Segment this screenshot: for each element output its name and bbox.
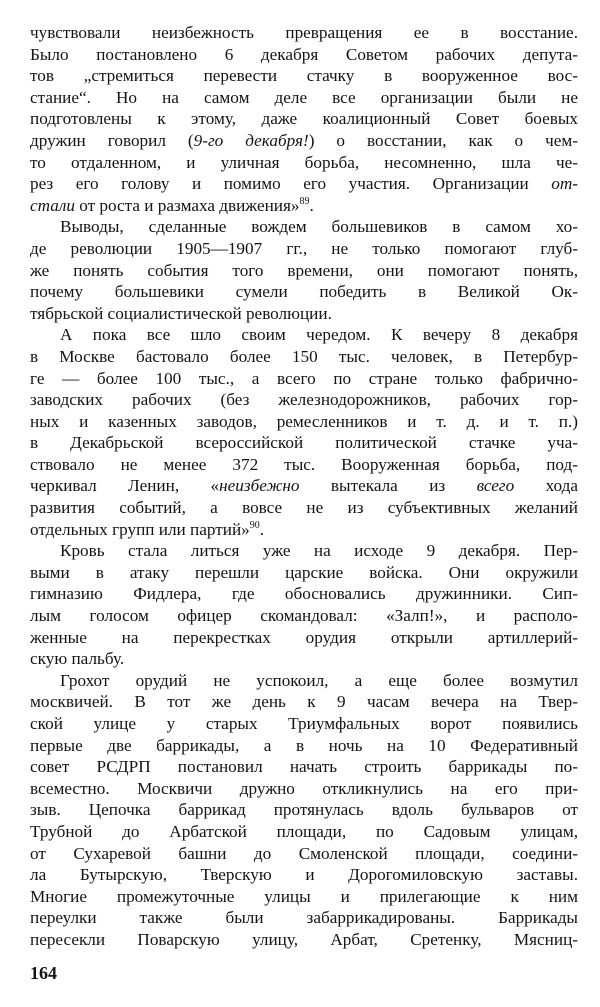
- text-line: ных и казенных заводов, ремесленников и т. д. и т. п.): [30, 411, 578, 431]
- paragraph: [30, 324, 578, 540]
- text-line: Было постановлено 6 декабря Советом рабочих депута-: [30, 44, 578, 64]
- italic-text: стали: [30, 195, 75, 215]
- text-line: от Сухаревой башни до Смоленской площади, соедини-: [30, 843, 578, 863]
- text-line: ла Бутырскую, Тверскую и Дорогомиловскую заставы.: [30, 865, 578, 885]
- footnote-ref: 89: [299, 195, 310, 207]
- text-line: выми в атаку перешли царские войска. Они окружили: [30, 562, 578, 582]
- text-line: отдельных групп или партий»$^{90}$.: [30, 519, 265, 539]
- text-line: почему большевики сумели победить в Великой Ок-: [30, 282, 578, 302]
- text-line: ге — более 100 тыс., а всего по стране только фабрично-: [30, 368, 578, 388]
- text-line: лым голосом офицер скомандовал: «Залп!», и располо-: [30, 606, 578, 626]
- text-line: стание“. Но на самом деле все организации были не: [30, 87, 578, 107]
- text-line: ской улице у старых Триумфальных ворот появились: [30, 714, 578, 733]
- text-line: Выводы, сделанные вождем большевиков в самом хо-: [60, 217, 578, 237]
- text-line: дружин говорил (9-го декабря!) о восстании, как о чем-: [30, 130, 578, 150]
- text-line: подготовлены к этому, даже коалиционный Совет боевых: [30, 109, 578, 129]
- text-line: совет РСДРП постановил начать строить баррикады по-: [30, 757, 578, 777]
- paragraph: [30, 216, 578, 324]
- text-line: Кровь стала литься уже на исходе 9 декабря. Пер-: [60, 541, 578, 561]
- text-line: заводских рабочих (без железнодорожников, рабочих гор-: [30, 390, 578, 410]
- text-line: А пока все шло своим чередом. К вечеру 8 декабря: [60, 325, 578, 345]
- text-line: черкивал Ленин, «неизбежно вытекала из всего хода: [30, 476, 578, 496]
- text-line: ствовало не менее 372 тыс. Вооруженная борьба, под-: [30, 454, 578, 474]
- text-line: в Декабрьской всероссийской политической стачке уча-: [30, 433, 578, 453]
- text-line: Многие промежуточные улицы и прилегающие к ним: [30, 886, 578, 906]
- italic-text: от-: [551, 174, 578, 194]
- text-line: скую пальбу.: [30, 649, 125, 669]
- text-line: тябрьской социалистической революции.: [30, 303, 332, 323]
- italic-text: всего: [476, 476, 515, 496]
- footnote-ref: 90: [249, 519, 260, 531]
- text-line: гимназию Фидлера, где обосновались дружинники. Сип-: [30, 584, 578, 604]
- paragraph: [30, 670, 578, 951]
- text-line: Трубной до Арбатской площади, по Садовым улицам,: [30, 821, 578, 841]
- text-line: в Москве бастовало более 150 тыс. человек, в Петербур-: [30, 346, 578, 366]
- text-line: де революции 1905—1907 гг., не только помогают глуб-: [30, 238, 578, 258]
- paragraph: [30, 540, 578, 670]
- page-number: 164: [30, 963, 57, 983]
- italic-text: 9-го декабря!: [193, 130, 309, 150]
- text-line: чувствовали неизбежность превращения ее в восстание.: [30, 23, 578, 42]
- text-line: же понять события того времени, они помогают понять,: [30, 260, 578, 280]
- text-line: зыв. Цепочка баррикад протянулась вдоль бульваров от: [30, 800, 578, 820]
- italic-text: неизбежно: [219, 476, 300, 496]
- text-line: всеместно. Москвичи дружно откликнулись на его при-: [30, 778, 578, 798]
- text-line: стали от роста и размаха движения»$^{89}$.: [30, 195, 314, 215]
- text-line: женные на перекрестках орудия открыли артиллерий-: [30, 627, 578, 647]
- page-text: [30, 22, 578, 951]
- text-line: москвичей. В тот же день к 9 часам вечера на Твер-: [30, 692, 578, 712]
- paragraph: [30, 22, 578, 216]
- text-line: переулки также были забаррикадированы. Баррикады: [30, 908, 578, 928]
- text-line: первые две баррикады, а в ночь на 10 Федеративный: [30, 735, 578, 755]
- text-line: рез его голову и помимо его участия. Организации от-: [30, 174, 578, 194]
- text-line: то отдаленном, и уличная борьба, несомненно, шла че-: [30, 152, 578, 172]
- text-line: развития событий, а вовсе не из субъективных желаний: [30, 498, 578, 518]
- text-line: тов „стремиться перевести стачку в вооруженное вос-: [30, 66, 578, 86]
- text-line: пересекли Поварскую улицу, Арбат, Сретенку, Мясниц-: [30, 929, 578, 949]
- text-line: Грохот орудий не успокоил, а еще более возмутил: [60, 670, 578, 690]
